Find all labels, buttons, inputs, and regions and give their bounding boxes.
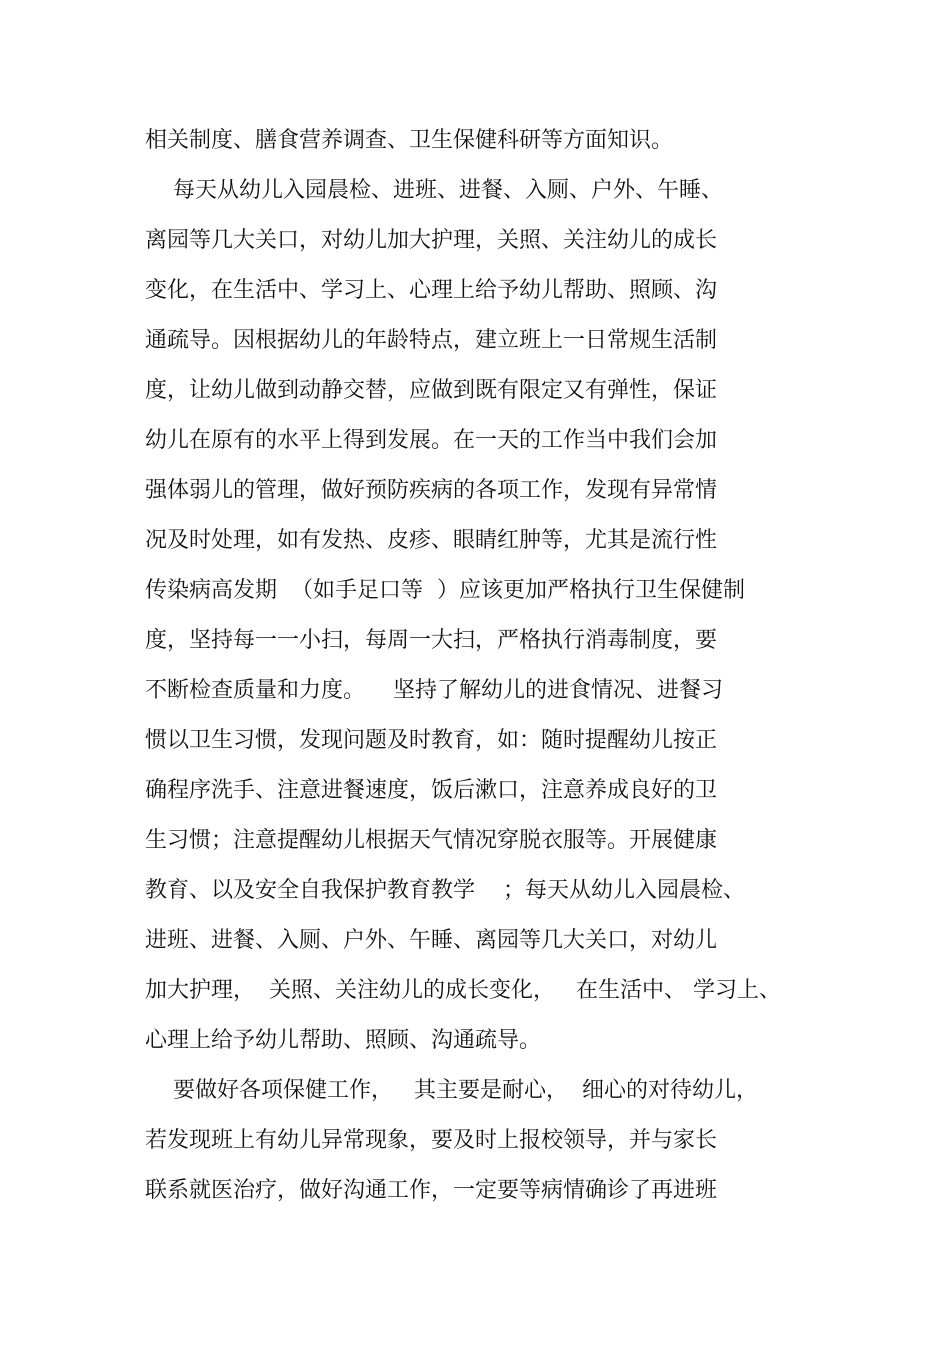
text-line: 相关制度、膳食营养调查、卫生保健科研等方面知识。 xyxy=(145,128,674,153)
text-line: 生习惯；注意提醒幼儿根据天气情况穿脱衣服等。开展健康 xyxy=(145,828,718,853)
text-line: 联系就医治疗，做好沟通工作，一定要等病情确诊了再进班 xyxy=(145,1178,718,1203)
text-line: 若发现班上有幼儿异常现象，要及时上报校领导，并与家长 xyxy=(145,1128,718,1153)
text-line: 每天从幼儿入园晨检、进班、进餐、入厕、户外、午睡、 xyxy=(145,178,723,203)
text-line: 确程序洗手、注意进餐速度，饭后漱口，注意养成良好的卫 xyxy=(145,778,718,803)
text-line: 度，让幼儿做到动静交替，应做到既有限定又有弹性，保证 xyxy=(145,378,718,403)
text-line: 离园等几大关口，对幼儿加大护理，关照、关注幼儿的成长 xyxy=(145,228,718,253)
text-line: 幼儿在原有的水平上得到发展。在一天的工作当中我们会加 xyxy=(145,428,718,453)
text-line: 不断检查质量和力度。 坚持了解幼儿的进食情况、进餐习 xyxy=(145,678,723,703)
text-line: 通疏导。因根据幼儿的年龄特点，建立班上一日常规生活制 xyxy=(145,328,718,353)
text-line: 变化，在生活中、学习上、心理上给予幼儿帮助、照顾、沟 xyxy=(145,278,718,303)
text-line: 心理上给予幼儿帮助、照顾、沟通疏导。 xyxy=(145,1028,542,1053)
text-line: 教育、以及安全自我保护教育教学 ；每天从幼儿入园晨检、 xyxy=(145,878,745,903)
body-text xyxy=(145,119,825,1219)
text-line: 惯以卫生习惯，发现问题及时教育，如：随时提醒幼儿按正 xyxy=(145,728,718,753)
text-line: 进班、进餐、入厕、户外、午睡、离园等几大关口，对幼儿 xyxy=(145,928,718,953)
text-line: 况及时处理，如有发热、皮疹、眼睛红肿等，尤其是流行性 xyxy=(145,528,718,553)
text-line: 要做好各项保健工作， 其主要是耐心， 细心的对待幼儿， xyxy=(145,1078,758,1103)
text-line: 强体弱儿的管理，做好预防疾病的各项工作，发现有异常情 xyxy=(145,478,718,503)
text-line: 传染病高发期 （如手足口等 ）应该更加严格执行卫生保健制 xyxy=(145,578,745,603)
text-line: 加大护理， 关照、关注幼儿的成长变化， 在生活中、 学习上、 xyxy=(145,978,781,1003)
text-line: 度，坚持每一一小扫，每周一大扫，严格执行消毒制度，要 xyxy=(145,628,718,653)
